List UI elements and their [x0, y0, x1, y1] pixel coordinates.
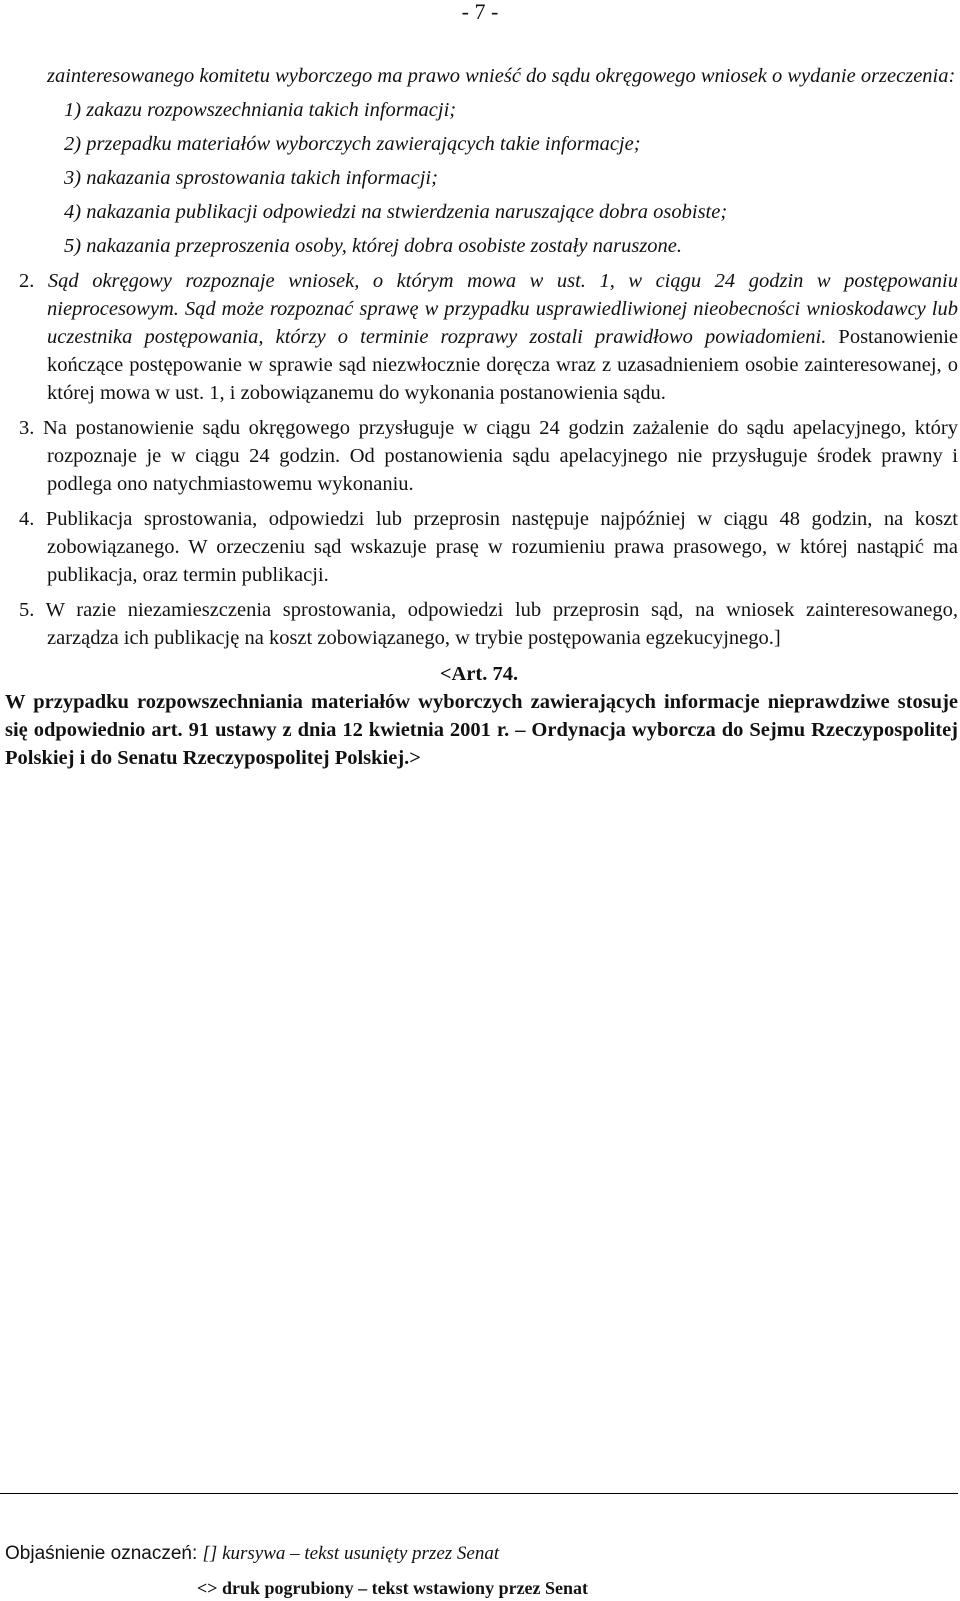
paragraph-2 [0, 267, 958, 407]
paragraph-3-text: Na postanowienie sądu okręgowego przysługuje w ciągu 24 godzin zażalenie do sądu apelacyjnego, który rozpoznaje je w ciągu 24 godzin. Od postanowienia sądu apelacyjnego nie przysługuje środek prawny i podlega ono natychmiastowemu wykonaniu. [42, 417, 958, 495]
article-title: <Art. 74. [439, 663, 519, 685]
paragraph-2-italic-second: Sąd może rozpoznać sprawę w przypadku usprawiedliwionej nieobecności wnioskodawcy lub uczestnika postępowania, którzy o terminie rozprawy zostali prawidłowo powiadomieni. [47, 298, 958, 348]
paragraph-3-number: 3. [19, 417, 35, 439]
paragraph-5-text: W razie niezamieszczenia sprostowania, odpowiedzi lub przeprosin sąd, na wniosek zainteresowanego, zarządza ich publikację na koszt zobowiązanego, w trybie postępowania egzekucyjnego.] [45, 599, 958, 649]
legend-label: Objaśnienie oznaczeń: [5, 1543, 198, 1564]
page-number: - 7 - [461, 0, 499, 24]
legend-bold: <> druk pogrubiony – tekst wstawiony przez Senat [197, 1578, 589, 1598]
document-body [0, 62, 958, 772]
legend-line-1 [5, 1543, 499, 1565]
legend-italic: [] kursywa – tekst usunięty przez Senat [202, 1543, 500, 1564]
paragraph-4-text: Publikacja sprostowania, odpowiedzi lub przeprosin następuje najpóźniej w ciągu 48 godzin, na koszt zobowiązanego. W orzeczeniu sąd wskazuje prasę w rozumieniu prawa prasowego, w której nastąpić ma publikacja, oraz termin publikacji. [45, 508, 958, 586]
paragraph-5-number: 5. [19, 599, 35, 621]
paragraph-2-italic-first: Sąd okręgowy rozpoznaje wniosek, o którym mowa w ust. 1, w ciągu 24 godzin w postępowaniu nieprocesowym. [47, 270, 959, 320]
intro-paragraph: zainteresowanego komitetu wyborczego ma prawo wnieść do sądu okręgowego wniosek o wydanie orzeczenia: [47, 65, 956, 87]
paragraph-4-number: 4. [19, 508, 35, 530]
footer-divider [0, 1493, 958, 1494]
paragraph-2-plain: Postanowienie kończące postępowanie w sprawie sąd niezwłocznie doręcza wraz z uzasadnieniem osobie zainteresowanej, o której mowa w ust. 1, i zobowiązanemu do wykonania postanowienia sądu. [47, 326, 958, 404]
paragraph-4 [0, 505, 958, 589]
list-item: 2) przepadku materiałów wyborczych zawierających takie informacje; [64, 133, 641, 155]
paragraph-2-number: 2. [19, 270, 35, 292]
list-item: 5) nakazania przeproszenia osoby, której dobra osobiste zostały naruszone. [64, 235, 683, 257]
paragraph-3 [0, 414, 958, 498]
list-item: 1) zakazu rozpowszechniania takich informacji; [64, 99, 457, 121]
list-item: 4) nakazania publikacji odpowiedzi na stwierdzenia naruszające dobra osobiste; [64, 201, 728, 223]
list-item: 3) nakazania sprostowania takich informacji; [64, 167, 438, 189]
article-text: W przypadku rozpowszechniania materiałów wyborczych zawierających informacje nieprawdziwe stosuje się odpowiednio art. 91 ustawy z dnia 12 kwietnia 2001 r. – Ordynacja wyborcza do Sejmu Rzeczypospolitej Polskiej i do Senatu Rzeczypospolitej Polskiej.> [5, 691, 958, 769]
paragraph-5 [0, 596, 958, 652]
remedy-list [0, 96, 958, 260]
